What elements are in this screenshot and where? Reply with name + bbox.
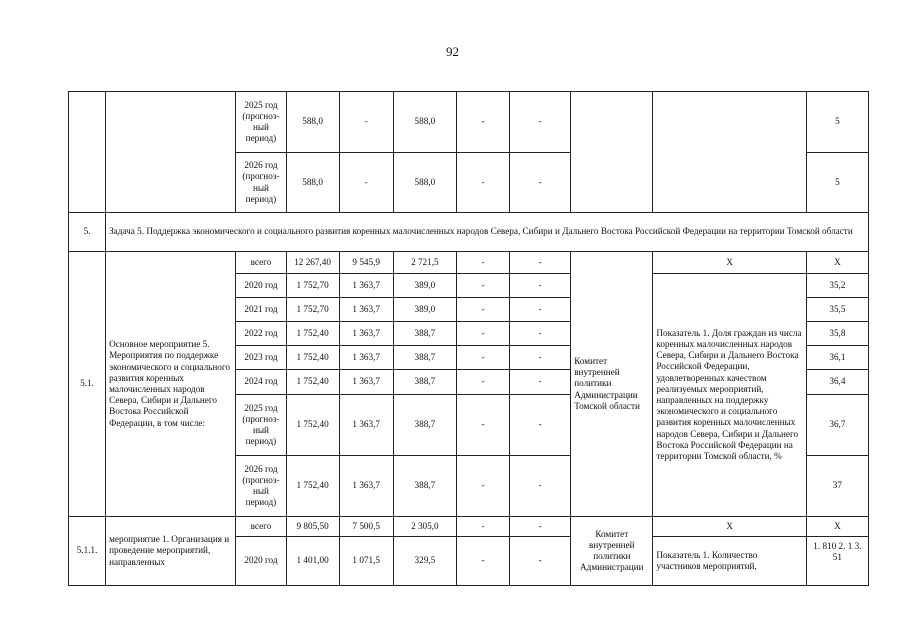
year-cell: 2026 год (прогноз-ный период) <box>236 153 286 213</box>
total-cell: 1 752,40 <box>286 322 339 346</box>
year-cell: 2025 год (прогноз-ный период) <box>236 395 286 456</box>
regional-cell: 388,7 <box>393 395 456 456</box>
regional-cell: 388,7 <box>393 346 456 370</box>
task-row <box>69 213 869 252</box>
name-cell <box>106 92 236 213</box>
regional-cell: 389,0 <box>393 274 456 298</box>
local-cell: - <box>456 274 509 298</box>
local-cell: - <box>456 153 509 213</box>
year-cell: 2025 год (прогноз-ный период) <box>236 92 286 153</box>
total-cell: 1 752,40 <box>286 456 339 517</box>
federal-cell: 1 363,7 <box>339 298 393 322</box>
total-cell: 588,0 <box>286 153 339 213</box>
local-cell: - <box>456 370 509 395</box>
other-cell: - <box>510 517 571 537</box>
total-cell: 1 401,00 <box>286 537 339 586</box>
activity-number: 5.1.1. <box>69 517 106 586</box>
local-cell: - <box>456 252 509 274</box>
year-cell: 2021 год <box>236 298 286 322</box>
regional-cell: 2 305,0 <box>393 517 456 537</box>
total-cell: 1 752,40 <box>286 395 339 456</box>
federal-cell: 1 363,7 <box>339 274 393 298</box>
other-cell: - <box>510 92 571 153</box>
year-cell: 2026 год (прогноз-ный период) <box>236 456 286 517</box>
federal-cell: 7 500,5 <box>339 517 393 537</box>
indicator-value-cell: 5 <box>806 92 868 153</box>
table-row <box>69 517 869 537</box>
federal-cell: - <box>339 92 393 153</box>
year-cell: 2024 год <box>236 370 286 395</box>
local-cell: - <box>456 456 509 517</box>
regional-cell: 588,0 <box>393 153 456 213</box>
indicator-value-cell: 36,7 <box>806 395 868 456</box>
total-cell: 9 805,50 <box>286 517 339 537</box>
local-cell: - <box>456 92 509 153</box>
regional-cell: 2 721,5 <box>393 252 456 274</box>
responsible-executor: Комитет внутренней политики Администрации Томской области <box>571 252 653 517</box>
total-cell: 1 752,40 <box>286 346 339 370</box>
other-cell: - <box>510 370 571 395</box>
indicator-value-cell: 5 <box>806 153 868 213</box>
local-cell: - <box>456 517 509 537</box>
indicator-value-cell: 36,4 <box>806 370 868 395</box>
local-cell: - <box>456 346 509 370</box>
indicator-value-cell: 35,8 <box>806 322 868 346</box>
total-cell: 1 752,40 <box>286 370 339 395</box>
task-number: 5. <box>69 213 106 252</box>
federal-cell: 1 363,7 <box>339 456 393 517</box>
other-cell: - <box>510 153 571 213</box>
table-row <box>69 92 869 153</box>
other-cell: - <box>510 395 571 456</box>
responsible-cell <box>571 92 653 213</box>
other-cell: - <box>510 322 571 346</box>
total-cell: 588,0 <box>286 92 339 153</box>
table-row <box>69 252 869 274</box>
other-cell: - <box>510 274 571 298</box>
program-table <box>68 91 869 586</box>
federal-cell: 1 363,7 <box>339 346 393 370</box>
regional-cell: 588,0 <box>393 92 456 153</box>
other-cell: - <box>510 346 571 370</box>
responsible-executor: Комитет внутренней политики Администрации <box>571 517 653 586</box>
year-cell: 2022 год <box>236 322 286 346</box>
year-cell: 2020 год <box>236 537 286 586</box>
federal-cell: - <box>339 153 393 213</box>
task-title: Задача 5. Поддержка экономического и социального развития коренных малочисленных народов Севера, Сибири и Дальнего Востока Российской Федерации на территории Томской области <box>106 213 869 252</box>
total-cell: 1 752,70 <box>286 274 339 298</box>
federal-cell: 1 071,5 <box>339 537 393 586</box>
activity-number: 5.1. <box>69 252 106 517</box>
indicator-x-cell: X <box>653 252 806 274</box>
other-cell: - <box>510 298 571 322</box>
number-cell <box>69 92 106 213</box>
year-cell: 2023 год <box>236 346 286 370</box>
local-cell: - <box>456 298 509 322</box>
indicator-value-cell: 35,5 <box>806 298 868 322</box>
regional-cell: 388,7 <box>393 456 456 517</box>
indicator-value-cell: 1. 810 2. 1 3. 51 <box>806 537 868 586</box>
regional-cell: 388,7 <box>393 370 456 395</box>
activity-name: мероприятие 1. Организация и проведение мероприятий, направленных <box>106 517 236 586</box>
federal-cell: 9 545,9 <box>339 252 393 274</box>
indicator-value-cell: 35,2 <box>806 274 868 298</box>
indicator-value-x-cell: X <box>806 252 868 274</box>
other-cell: - <box>510 537 571 586</box>
federal-cell: 1 363,7 <box>339 322 393 346</box>
federal-cell: 1 363,7 <box>339 370 393 395</box>
year-cell: всего <box>236 252 286 274</box>
indicator-x-cell: X <box>653 517 806 537</box>
other-cell: - <box>510 456 571 517</box>
indicator-description: Показатель 1. Количество участников мероприятий, <box>653 537 806 586</box>
other-cell: - <box>510 252 571 274</box>
indicator-value-x-cell: X <box>806 517 868 537</box>
total-cell: 1 752,70 <box>286 298 339 322</box>
federal-cell: 1 363,7 <box>339 395 393 456</box>
year-cell: 2020 год <box>236 274 286 298</box>
indicator-value-cell: 36,1 <box>806 346 868 370</box>
year-cell: всего <box>236 517 286 537</box>
local-cell: - <box>456 322 509 346</box>
indicator-value-cell: 37 <box>806 456 868 517</box>
regional-cell: 329,5 <box>393 537 456 586</box>
regional-cell: 389,0 <box>393 298 456 322</box>
indicator-cell <box>653 92 806 213</box>
local-cell: - <box>456 395 509 456</box>
page-number: 92 <box>446 44 459 59</box>
total-cell: 12 267,40 <box>286 252 339 274</box>
activity-name: Основное мероприятие 5. Мероприятия по поддержке экономического и социального развития коренных малочисленных народов Севера, Сибири и Дальнего Востока Российской Федерации, в том числе: <box>106 252 236 517</box>
indicator-description: Показатель 1. Доля граждан из числа коренных малочисленных народов Севера, Сибири и Дальнего Востока Российской Федерации, удовлетворенных качеством реализуемых мероприятий, направленных на поддержку экономического и социального развития коренных малочисленных народов Севера, Сибири и Дальнего Востока Российской Федерации на территории Томской области, % <box>653 274 806 517</box>
local-cell: - <box>456 537 509 586</box>
regional-cell: 388,7 <box>393 322 456 346</box>
